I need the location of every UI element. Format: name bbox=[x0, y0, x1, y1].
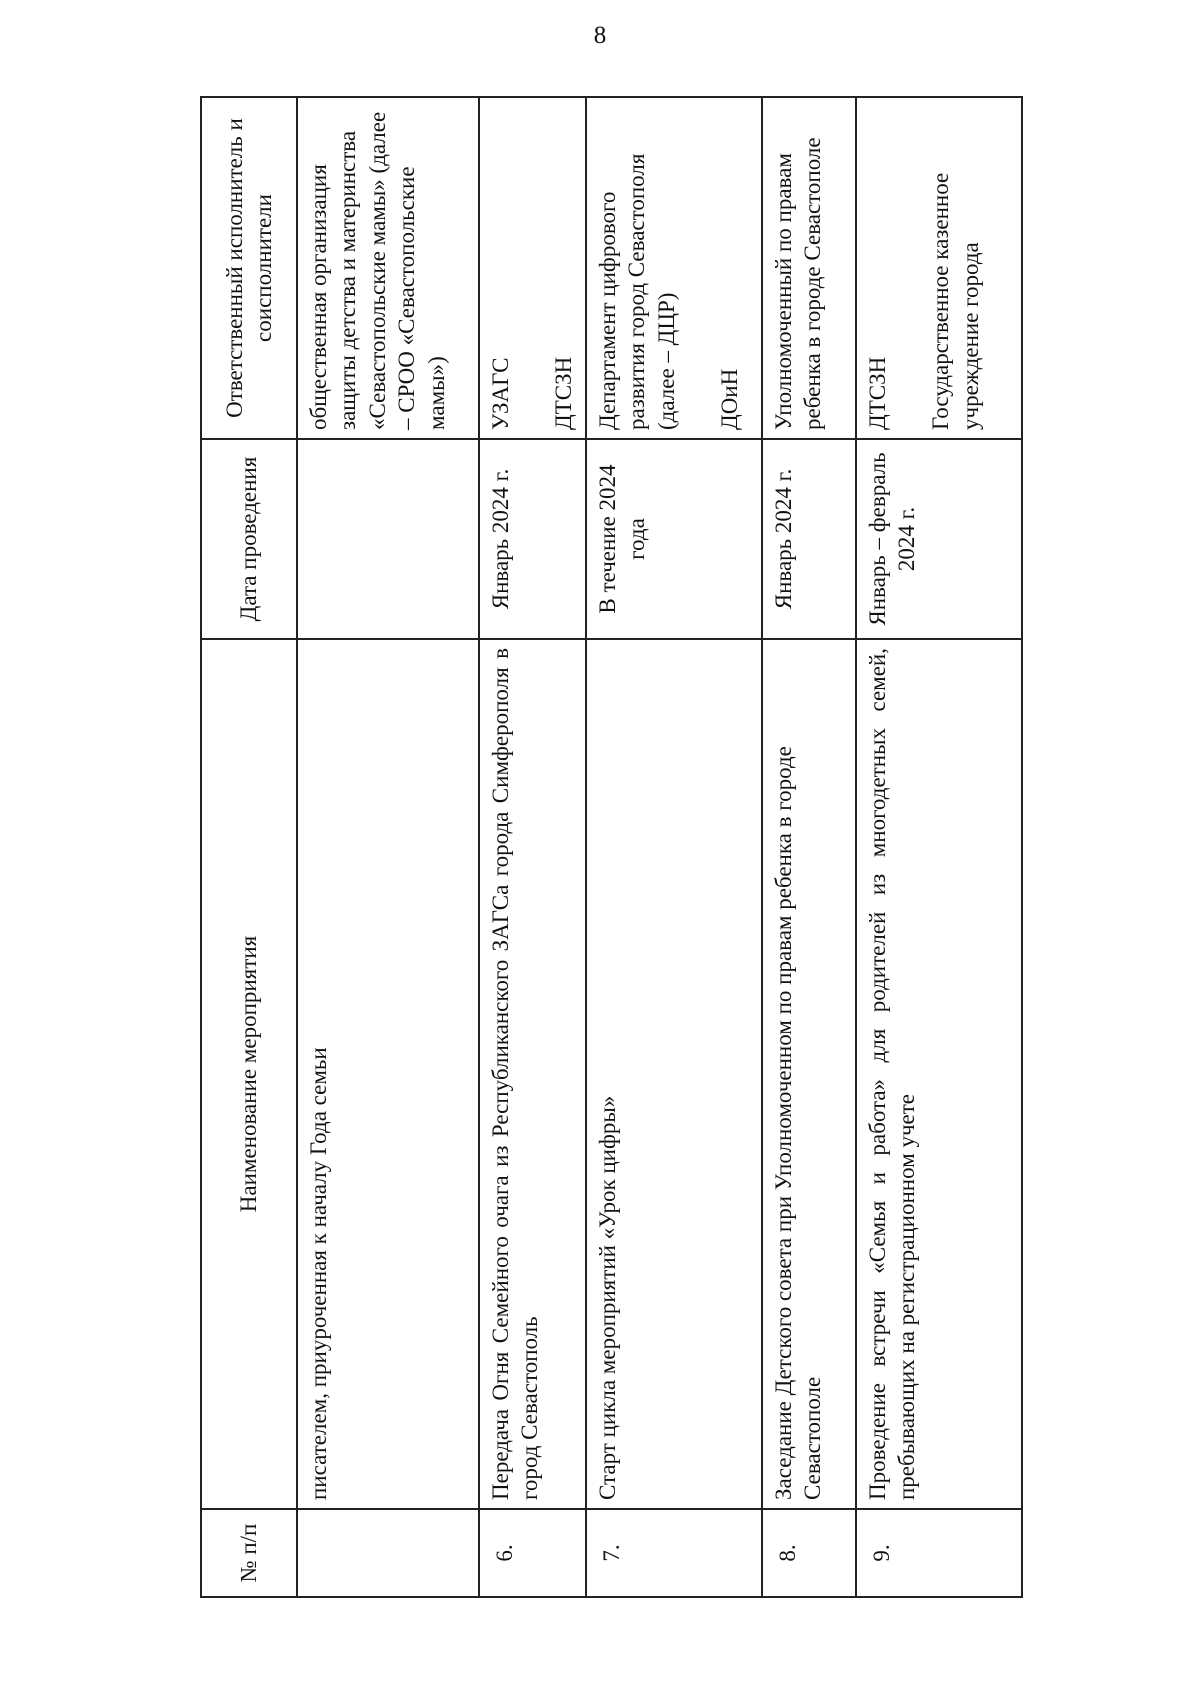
cell-num: 8. bbox=[762, 1509, 856, 1597]
cell-date bbox=[297, 439, 479, 639]
cell-responsible bbox=[856, 97, 1022, 439]
rotated-table-container bbox=[200, 98, 1016, 1598]
cell-name: Передача Огня Семейного очага из Республиканского ЗАГСа города Симферополя в город Севастополь bbox=[479, 639, 586, 1509]
events-table bbox=[200, 96, 1023, 1598]
cell-date: Январь 2024 г. bbox=[762, 439, 856, 639]
responsible-secondary: Государственное казенное учреждение города bbox=[928, 172, 983, 430]
responsible-primary: Департамент цифрового развития город Севастополя (далее – ДЦР) bbox=[594, 153, 679, 430]
cell-responsible: общественная организация защиты детства и материнства «Севастопольские мамы» (далее – СРОО «Севастопольские мамы») bbox=[297, 97, 479, 439]
page-number: 8 bbox=[593, 22, 607, 49]
cell-num: 6. bbox=[479, 1509, 586, 1597]
cell-num bbox=[297, 1509, 479, 1597]
cell-date: Январь – февраль 2024 г. bbox=[856, 439, 1022, 639]
cell-name: писателем, приуроченная к началу Года семьи bbox=[297, 639, 479, 1509]
table-row bbox=[856, 97, 1022, 1597]
cell-num: 7. bbox=[586, 1509, 762, 1597]
header-responsible: Ответственный исполнитель и соисполнители bbox=[201, 97, 297, 439]
table-row-continuation bbox=[297, 97, 479, 1597]
table-row bbox=[586, 97, 762, 1597]
responsible-primary: Уполномоченный по правам ребенка в городе Севастополе bbox=[770, 137, 826, 430]
table-header-row bbox=[201, 97, 297, 1597]
header-num: № п/п bbox=[201, 1509, 297, 1597]
cell-name: Заседание Детского совета при Уполномоченном по правам ребенка в городе Севастополе bbox=[762, 639, 856, 1509]
cell-name: Проведение встречи «Семья и работа» для родителей из многодетных семей, пребывающих на регистрационном учете bbox=[856, 639, 1022, 1509]
cell-num: 9. bbox=[856, 1509, 1022, 1597]
cell-responsible bbox=[586, 97, 762, 439]
cell-date: Январь 2024 г. bbox=[479, 439, 586, 639]
table-row bbox=[762, 97, 856, 1597]
responsible-secondary: ДОиН bbox=[717, 368, 743, 430]
responsible-primary: ДТСЗН bbox=[864, 356, 890, 430]
header-name: Наименование мероприятия bbox=[201, 639, 297, 1509]
table-row bbox=[479, 97, 586, 1597]
responsible-secondary: ДТСЗН bbox=[551, 356, 577, 430]
cell-responsible bbox=[479, 97, 586, 439]
cell-name: Старт цикла мероприятий «Урок цифры» bbox=[586, 639, 762, 1509]
responsible-primary: УЗАГС bbox=[488, 357, 513, 430]
cell-date: В течение 2024 года bbox=[586, 439, 762, 639]
cell-responsible bbox=[762, 97, 856, 439]
header-date: Дата проведения bbox=[201, 439, 297, 639]
